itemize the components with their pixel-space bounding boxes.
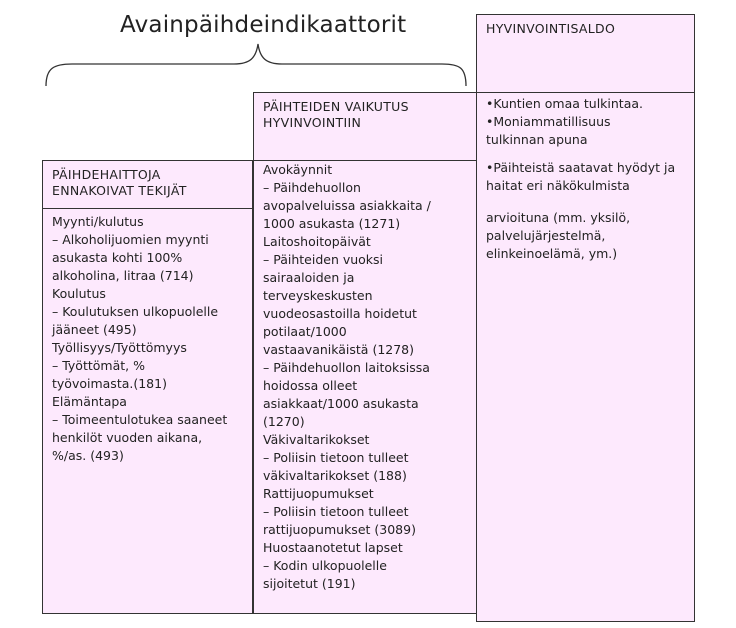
list-item: vastaavanikäistä (1278) bbox=[263, 342, 415, 357]
wellbeing-effects-header bbox=[254, 93, 476, 161]
wellbeing-effects-list bbox=[254, 161, 476, 593]
list-item: •Kuntien omaa tulkintaa. bbox=[486, 96, 643, 111]
list-item: sijoitetut (191) bbox=[263, 576, 356, 591]
list-item: alkoholina, litraa (714) bbox=[52, 268, 194, 283]
header-line: PÄIHDEHAITTOJA bbox=[52, 167, 161, 182]
list-item: – Päihdehuollon laitoksissa bbox=[263, 360, 430, 375]
list-item: Avokäynnit bbox=[263, 162, 333, 177]
list-item: •Päihteistä saatavat hyödyt ja bbox=[486, 160, 676, 175]
list-item: asiakkaat/1000 asukasta bbox=[263, 396, 419, 411]
predictive-factors-panel bbox=[42, 160, 253, 614]
wellbeing-balance-list bbox=[477, 93, 694, 263]
list-item: Myynti/kulutus bbox=[52, 214, 144, 229]
list-item: – Työttömät, % bbox=[52, 358, 145, 373]
list-item: arvioituna (mm. yksilö, bbox=[486, 210, 631, 225]
list-item: Työllisyys/Työttömyys bbox=[52, 340, 187, 355]
list-item: jääneet (495) bbox=[52, 322, 137, 337]
list-item: elinkeinoelämä, ym.) bbox=[486, 246, 618, 261]
list-item: tulkinnan apuna bbox=[486, 132, 588, 147]
list-item: – Alkoholijuomien myynti bbox=[52, 232, 209, 247]
list-item: – Päihteiden vuoksi bbox=[263, 252, 384, 267]
list-item: väkivaltarikokset (188) bbox=[263, 468, 407, 483]
wellbeing-balance-header: HYVINVOINTISALDO bbox=[477, 15, 694, 93]
list-item: – Päihdehuollon bbox=[263, 180, 361, 195]
list-item: Rattijuopumukset bbox=[263, 486, 374, 501]
list-item: henkilöt vuoden aikana, bbox=[52, 430, 203, 445]
list-item: •Moniammatillisuus bbox=[486, 114, 611, 129]
list-item: – Kodin ulkopuolelle bbox=[263, 558, 387, 573]
list-item: avopalveluissa asiakkaita / bbox=[263, 198, 431, 213]
list-item: (1270) bbox=[263, 414, 305, 429]
list-item: hoidossa olleet bbox=[263, 378, 358, 393]
list-item: terveyskeskusten bbox=[263, 288, 373, 303]
list-item: haitat eri näkökulmista bbox=[486, 178, 630, 193]
list-item: Koulutus bbox=[52, 286, 106, 301]
list-item: 1000 asukasta (1271) bbox=[263, 216, 401, 231]
list-item: – Poliisin tietoon tulleet bbox=[263, 450, 409, 465]
list-item: Laitoshoitopäivät bbox=[263, 234, 371, 249]
list-item: työvoimasta.(181) bbox=[52, 376, 167, 391]
list-item: – Poliisin tietoon tulleet bbox=[263, 504, 409, 519]
list-item: %/as. (493) bbox=[52, 448, 124, 463]
curly-brace bbox=[44, 40, 470, 90]
header-line: ENNAKOIVAT TEKIJÄT bbox=[52, 183, 187, 198]
list-item: sairaaloiden ja bbox=[263, 270, 355, 285]
list-item: vuodeosastoilla hoidetut bbox=[263, 306, 417, 321]
header-line: HYVINVOINTIIN bbox=[263, 115, 362, 130]
list-item: rattijuopumukset (3089) bbox=[263, 522, 416, 537]
list-item: palvelujärjestelmä, bbox=[486, 228, 606, 243]
list-item: potilaat/1000 bbox=[263, 324, 347, 339]
list-item: Huostaanotetut lapset bbox=[263, 540, 403, 555]
wellbeing-balance-panel bbox=[476, 14, 695, 622]
list-item: asukasta kohti 100% bbox=[52, 250, 183, 265]
list-item: Elämäntapa bbox=[52, 394, 127, 409]
predictive-factors-header bbox=[43, 161, 252, 209]
list-item: – Toimeentulotukea saaneet bbox=[52, 412, 228, 427]
list-item: – Koulutuksen ulkopuolelle bbox=[52, 304, 219, 319]
list-item: Väkivaltarikokset bbox=[263, 432, 370, 447]
predictive-factors-list bbox=[43, 213, 252, 465]
header-line: PÄIHTEIDEN VAIKUTUS bbox=[263, 99, 409, 114]
wellbeing-effects-panel bbox=[253, 92, 477, 614]
diagram-title: Avainpäihdeindikaattorit bbox=[120, 12, 407, 38]
